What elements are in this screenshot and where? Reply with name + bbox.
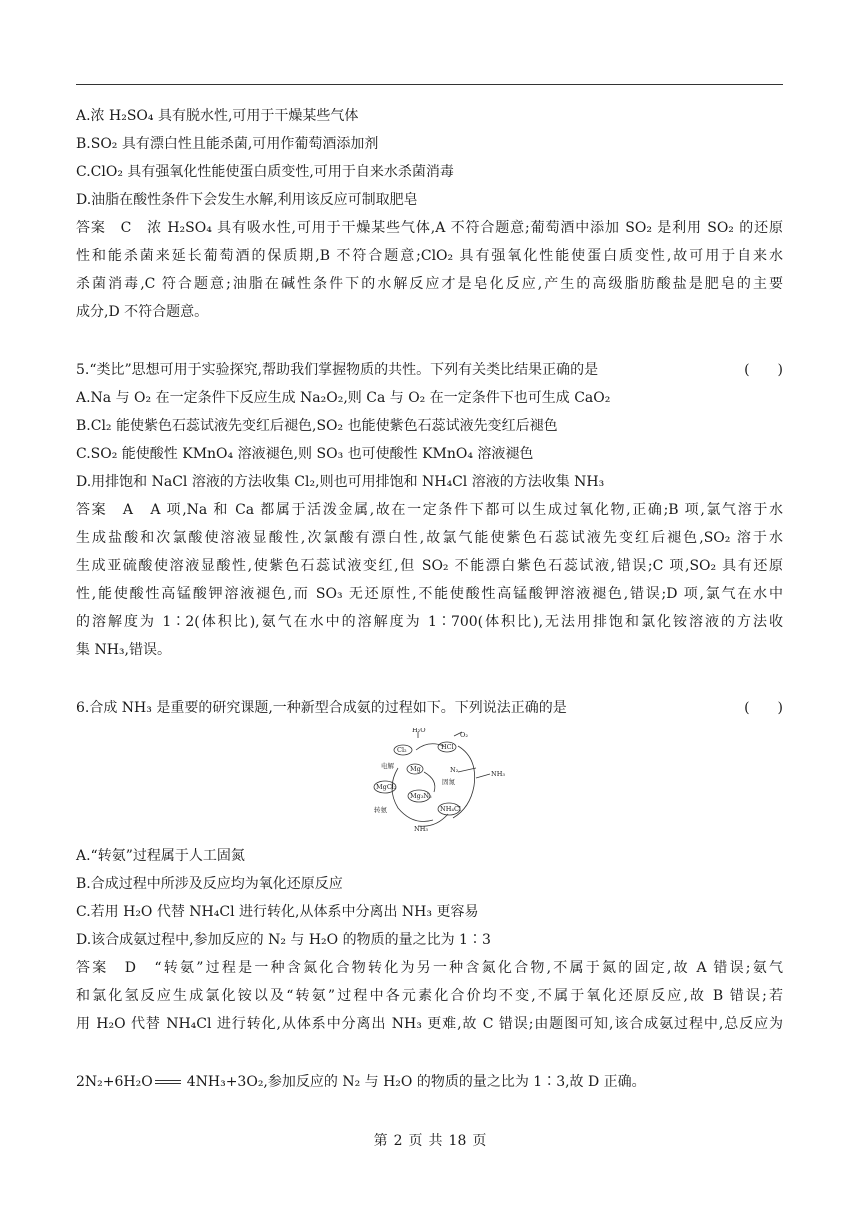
label-h2o: H₂O: [412, 728, 426, 734]
equation-sign: [155, 1080, 181, 1084]
q6-answer-line: 答案 D “转氨”过程是一种含氮化合物转化为另一种含氮化合物,不属于氮的固定,故 A 错误;氨气: [76, 960, 783, 976]
q4-option-d: D.油脂在酸性条件下会发生水解,利用该反应可制取肥皂: [76, 192, 418, 208]
q5-answer-line: 生成盐酸和次氯酸使溶液显酸性,次氯酸有漂白性,故氯气能使紫色石蕊试液先变红后褪色,SO₂ 溶于水: [76, 530, 783, 546]
equation-reactants: 2N₂+6H₂O: [76, 1074, 153, 1090]
cycle-arc-top: [416, 744, 444, 750]
label-transfer: 转氨: [374, 806, 387, 814]
label-mg3n2: Mg₃N₂: [410, 792, 432, 800]
page-footer: [0, 1130, 860, 1150]
header-rule: [76, 84, 783, 85]
q6-option-c: C.若用 H₂O 代替 NH₄Cl 进行转化,从体系中分离出 NH₃ 更容易: [76, 904, 479, 920]
q5-answer-line: 生成亚硫酸使溶液显酸性,使紫色石蕊试液变红,但 SO₂ 不能漂白紫色石蕊试液,错误;C 项,SO₂ 具有还原: [76, 558, 783, 574]
q5-stem: [76, 360, 783, 380]
label-hcl: HCl: [441, 743, 454, 751]
q5-answer-line: 的溶解度为 1∶2(体积比),氨气在水中的溶解度为 1∶700(体积比),无法用排饱和氯化铵溶液的方法收: [76, 614, 783, 630]
label-cl2: Cl₂: [397, 746, 407, 754]
q5-answer-line: 性,能使酸性高锰酸钾溶液褪色,而 SO₃ 无还原性,不能使酸性高锰酸钾溶液褪色,错误;D 项,氯气在水中: [76, 586, 783, 602]
label-nh3-right: NH₃: [491, 770, 505, 778]
footer-text: 共: [428, 1133, 443, 1149]
q6-stem-text: 6.合成 NH₃ 是重要的研究课题,一种新型合成氨的过程如下。下列说法正确的是: [76, 700, 567, 716]
cycle-arc-center: [424, 772, 435, 792]
equation-products: 4NH₃+3O₂,参加反应的 N₂ 与 H₂O 的物质的量之比为 1∶3,故 D 正确。: [186, 1074, 646, 1090]
q6-answer-line: 用 H₂O 代替 NH₄Cl 进行转化,从体系中分离出 NH₃ 更难,故 C 错误;由题图可知,该合成氨过程中,总反应为: [76, 1016, 783, 1032]
q5-answer-blank: ( ): [744, 362, 783, 378]
arrow-nh3-right: [476, 774, 490, 778]
footer-text: 页: [472, 1133, 487, 1149]
q6-option-d: D.该合成氨过程中,参加反应的 N₂ 与 H₂O 的物质的量之比为 1∶3: [76, 932, 491, 948]
footer-text: 页: [408, 1133, 423, 1149]
label-o2: O₂: [460, 731, 468, 739]
q4-answer-line: 答案 C 浓 H₂SO₄ 具有吸水性,可用于干燥某些气体,A 不符合题意;葡萄酒中添加 SO₂ 是利用 SO₂ 的还原: [76, 220, 783, 236]
q6-option-b: B.合成过程中所涉及反应均为氧化还原反应: [76, 876, 343, 892]
q4-answer-line: 性和能杀菌来延长葡萄酒的保质期,B 不符合题意;ClO₂ 具有强氧化性能使蛋白质变性,故可用于自来水: [76, 248, 783, 264]
label-mg: Mg: [410, 765, 421, 773]
footer-text: 第: [373, 1133, 388, 1149]
arrow-n2: [458, 768, 476, 772]
total-pages: 18: [448, 1133, 467, 1149]
ammonia-cycle-diagram: [358, 728, 518, 832]
q6-equation-line: [76, 1072, 783, 1092]
q4-option-c: C.ClO₂ 具有强氧化性能使蛋白质变性,可用于自来水杀菌消毒: [76, 164, 454, 180]
q4-option-a: A.浓 H₂SO₄ 具有脱水性,可用于干燥某些气体: [76, 108, 359, 124]
q6-answer-blank: ( ): [744, 700, 783, 716]
q4-answer-line: 杀菌消毒,C 符合题意;油脂在碱性条件下的水解反应才是皂化反应,产生的高级脂肪酸盐是肥皂的主要: [76, 276, 783, 292]
label-fix: 固氮: [442, 778, 455, 786]
q6-answer-line: 和氯化氢反应生成氯化铵以及“转氨”过程中各元素化合价均不变,不属于氧化还原反应,故 B 错误;若: [76, 988, 783, 1004]
label-nh4cl: NH₄Cl: [440, 805, 462, 813]
q5-option-b: B.Cl₂ 能使紫色石蕊试液先变红后褪色,SO₂ 也能使紫色石蕊试液先变红后褪色: [76, 418, 558, 434]
label-n2: N₂: [450, 766, 459, 774]
label-mgcl2: MgCl₂: [376, 783, 397, 791]
q5-option-d: D.用排饱和 NaCl 溶液的方法收集 Cl₂,则也可用排饱和 NH₄Cl 溶液的方法收集 NH₃: [76, 474, 605, 490]
page-number: 2: [393, 1133, 403, 1149]
q6-stem: [76, 698, 783, 718]
q4-option-b: B.SO₂ 具有漂白性且能杀菌,可用作葡萄酒添加剂: [76, 136, 379, 152]
q5-answer-line: 答案 A A 项,Na 和 Ca 都属于活泼金属,故在一定条件下都可以生成过氧化物,正确;B 项,氯气溶于水: [76, 502, 783, 518]
q5-stem-text: 5.“类比”思想可用于实验探究,帮助我们掌握物质的共性。下列有关类比结果正确的是: [76, 362, 599, 378]
q5-answer-line: 集 NH₃,错误。: [76, 642, 171, 658]
q4-answer-line: 成分,D 不符合题意。: [76, 304, 209, 320]
q5-option-c: C.SO₂ 能使酸性 KMnO₄ 溶液褪色,则 SO₃ 也可使酸性 KMnO₄ 溶液褪色: [76, 446, 534, 462]
q5-option-a: A.Na 与 O₂ 在一定条件下反应生成 Na₂O₂,则 Ca 与 O₂ 在一定条件下也可生成 CaO₂: [76, 390, 611, 406]
label-nh3-bottom: NH₃: [414, 825, 428, 832]
q6-option-a: A.“转氨”过程属于人工固氮: [76, 848, 245, 864]
label-electrolysis: 电解: [381, 762, 394, 770]
